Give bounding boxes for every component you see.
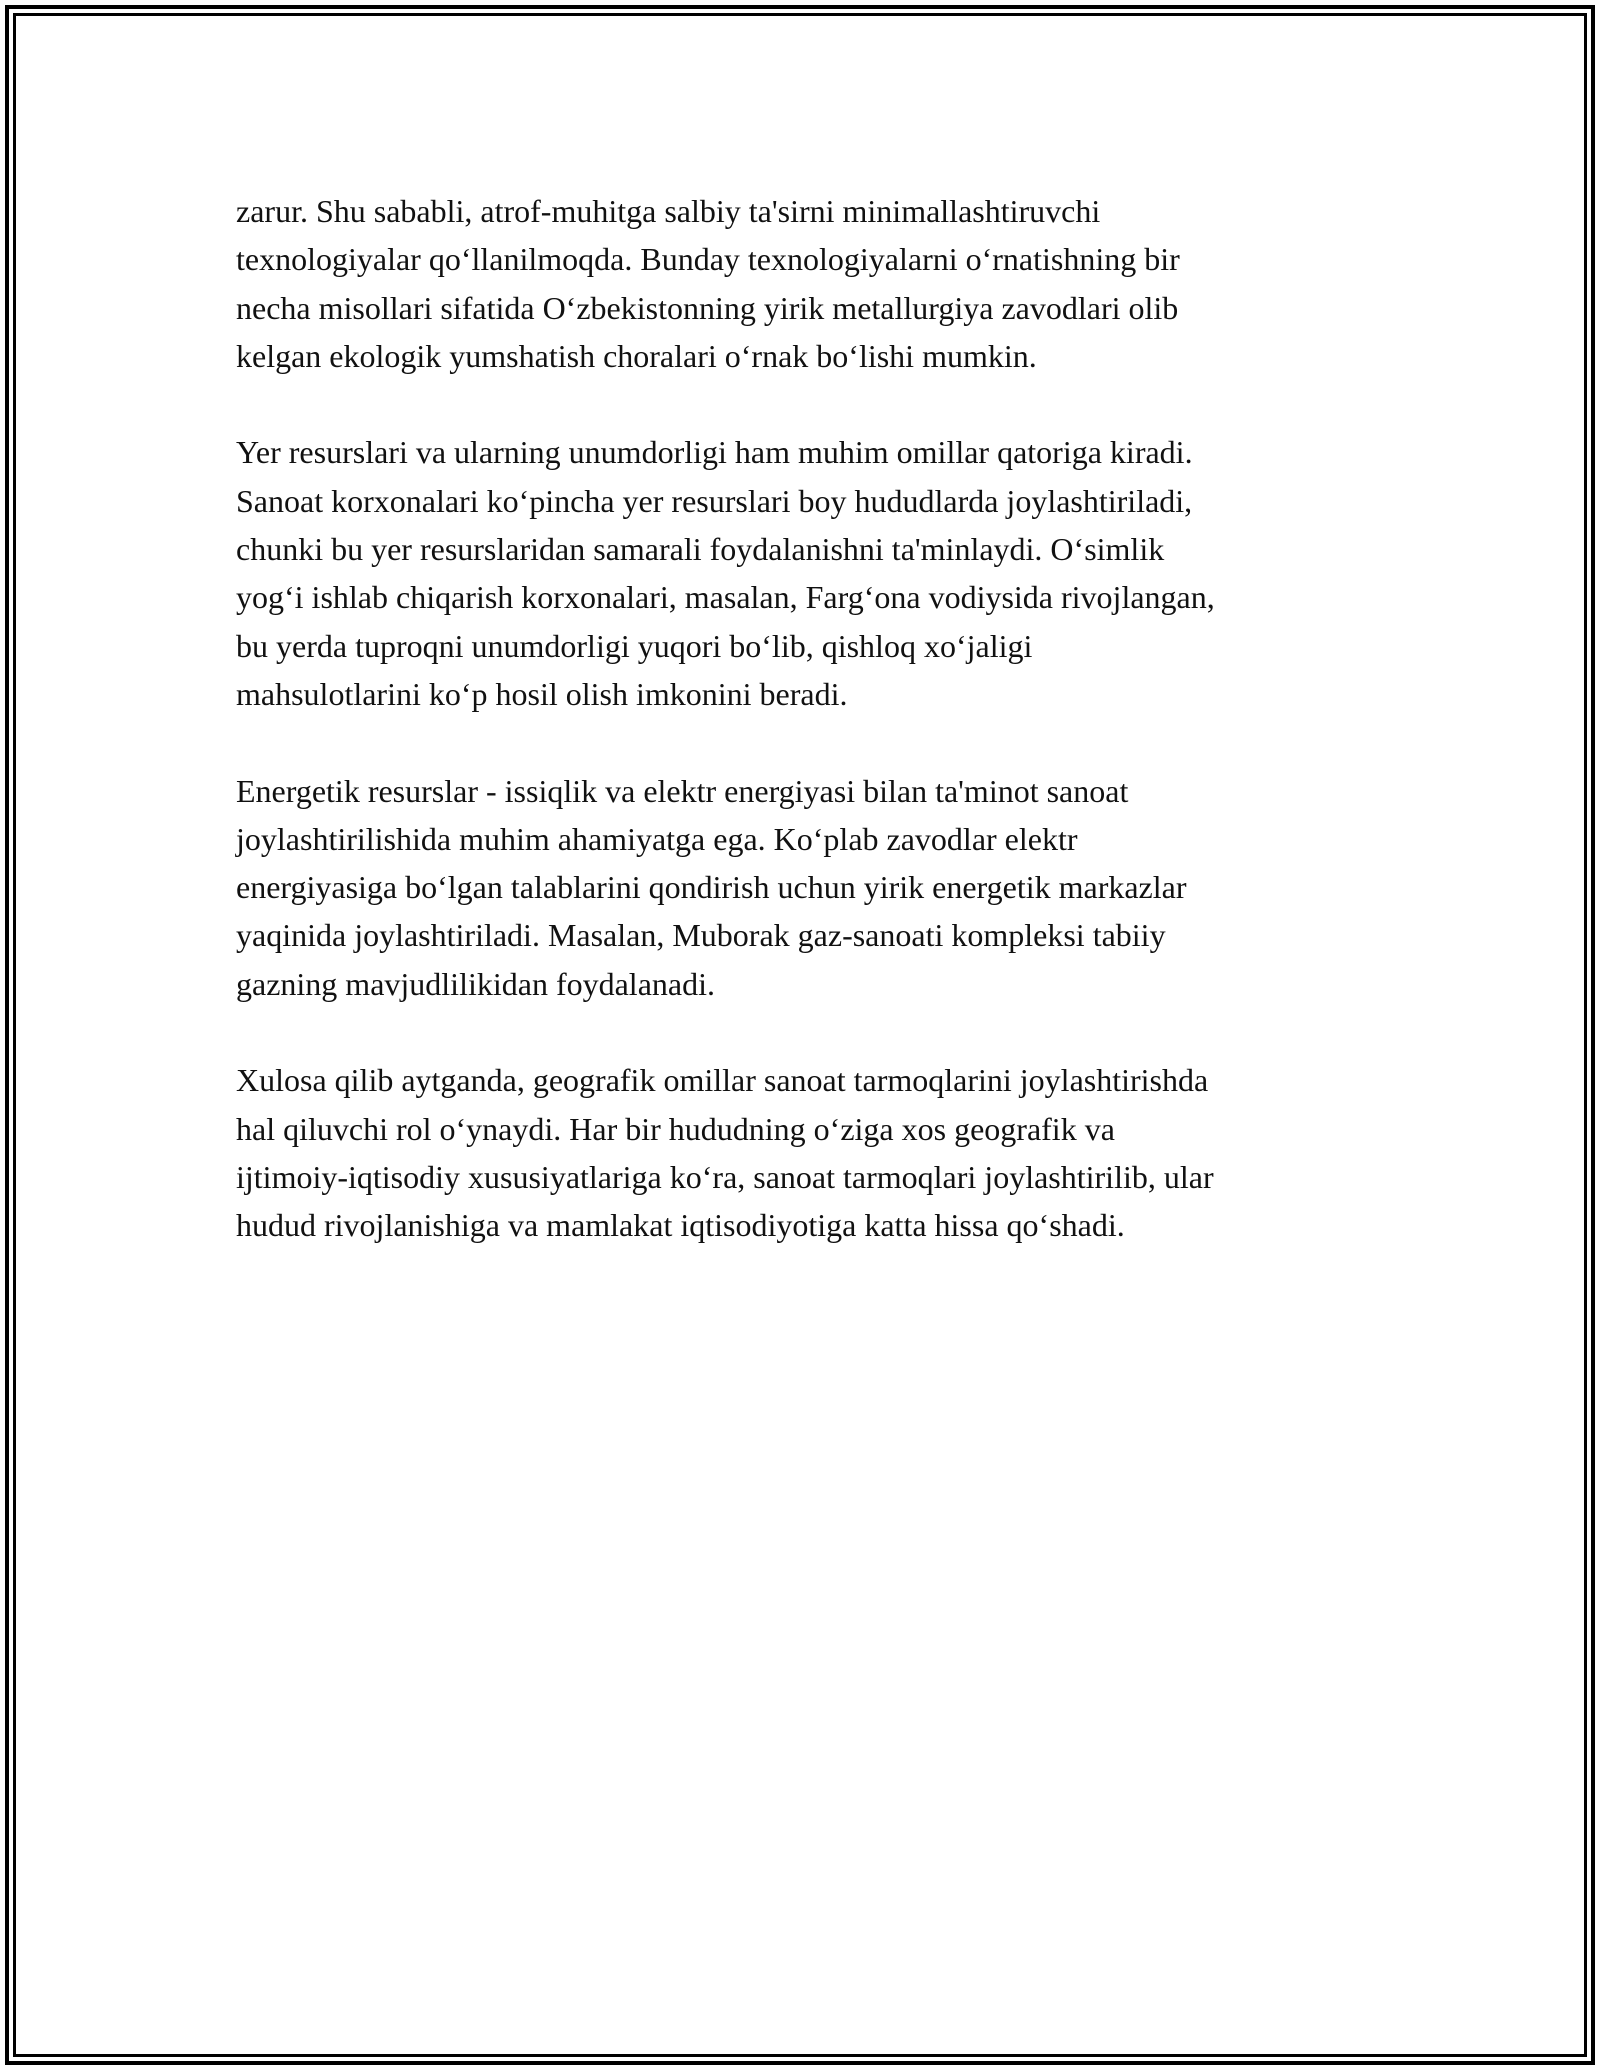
text-line: gazning mavjudlilikidan foydalanadi. (236, 965, 715, 1002)
paragraph-energy-resources (236, 767, 1386, 1008)
paragraph-conclusion (236, 1056, 1386, 1249)
paragraph-environmental-technologies (236, 187, 1386, 380)
text-line: chunki bu yer resurslaridan samarali foydalanishni ta'minlaydi. O‘simlik (236, 531, 1165, 568)
text-line: yaqinida joylashtiriladi. Masalan, Muborak gaz-sanoati kompleksi tabiiy (236, 917, 1166, 954)
text-line: Xulosa qilib aytganda, geografik omillar sanoat tarmoqlarini joylashtirishda (236, 1062, 1209, 1099)
text-line: kelgan ekologik yumshatish choralari o‘rnak bo‘lishi mumkin. (236, 337, 1037, 374)
text-line: joylashtirilishida muhim ahamiyatga ega. Ko‘plab zavodlar elektr (236, 820, 1078, 857)
text-line: texnologiyalar qo‘llanilmoqda. Bunday texnologiyalarni o‘rnatishning bir (236, 241, 1180, 278)
text-line: hudud rivojlanishiga va mamlakat iqtisodiyotiga katta hissa qo‘shadi. (236, 1207, 1125, 1244)
paragraph-land-resources (236, 428, 1386, 718)
text-line: Energetik resurslar - issiqlik va elektr energiyasi bilan ta'minot sanoat (236, 772, 1129, 809)
text-line: Sanoat korxonalari ko‘pincha yer resurslari boy hududlarda joylashtiriladi, (236, 482, 1193, 519)
text-line: Yer resurslari va ularning unumdorligi ham muhim omillar qatoriga kiradi. (236, 434, 1193, 471)
text-line: ijtimoiy-iqtisodiy xususiyatlariga ko‘ra, sanoat tarmoqlari joylashtirilib, ular (236, 1158, 1214, 1195)
text-line: bu yerda tuproqni unumdorligi yuqori bo‘lib, qishloq xo‘jaligi (236, 627, 1033, 664)
text-line: yog‘i ishlab chiqarish korxonalari, masalan, Farg‘ona vodiysida rivojlangan, (236, 579, 1215, 616)
document-body (236, 187, 1386, 1298)
text-line: hal qiluvchi rol o‘ynaydi. Har bir hududning o‘ziga xos geografik va (236, 1110, 1115, 1147)
text-line: mahsulotlarini ko‘p hosil olish imkonini beradi. (236, 675, 848, 712)
text-line: energiyasiga bo‘lgan talablarini qondirish uchun yirik energetik markazlar (236, 869, 1187, 906)
text-line: zarur. Shu sababli, atrof-muhitga salbiy ta'sirni minimallashtiruvchi (236, 193, 1101, 229)
text-line: necha misollari sifatida O‘zbekistonning yirik metallurgiya zavodlari olib (236, 289, 1179, 326)
